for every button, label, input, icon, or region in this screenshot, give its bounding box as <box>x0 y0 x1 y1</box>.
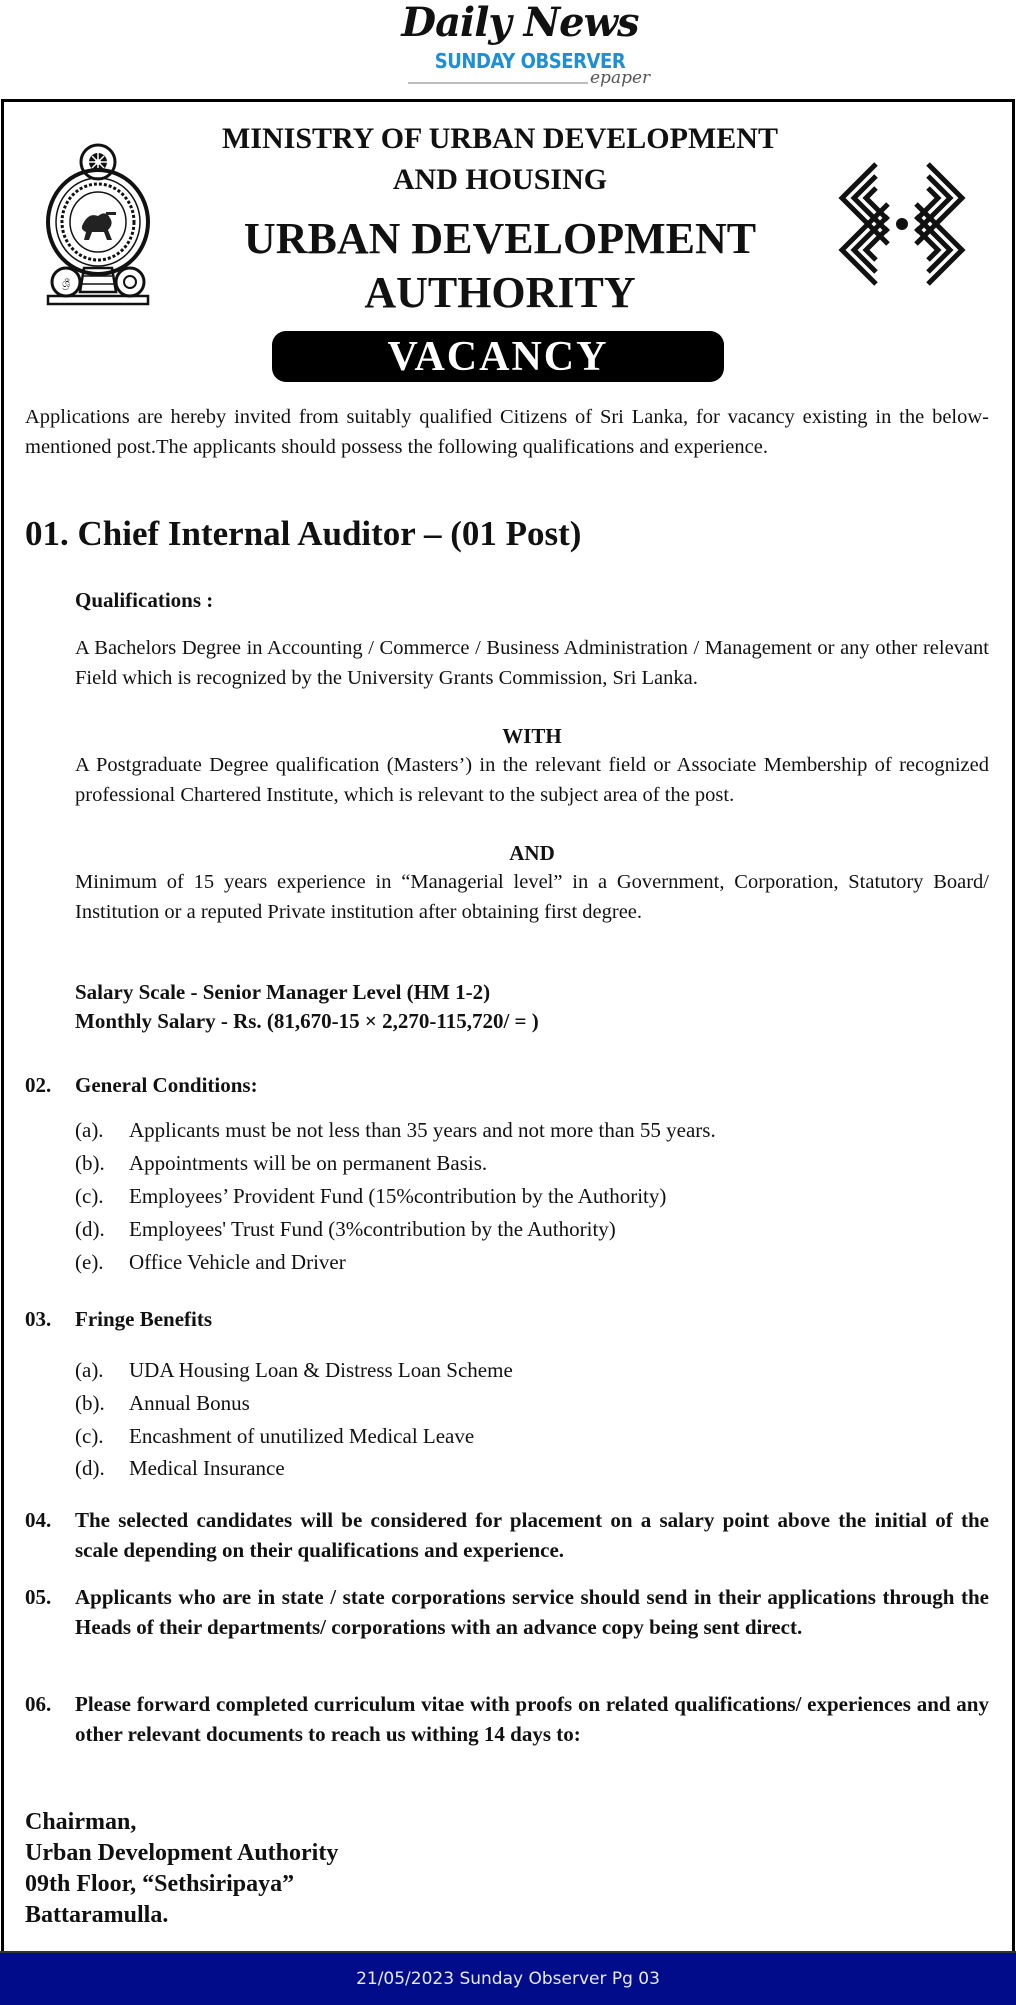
item-text: Employees' Trust Fund (3%contribution by the Authority) <box>129 1217 616 1241</box>
ministry-name-line-2: AND HOUSING <box>392 163 608 196</box>
page-footer: 21/05/2023 Sunday Observer Pg 03 <box>0 1951 1016 2005</box>
general-condition-item <box>75 1248 346 1276</box>
general-condition-item <box>75 1182 666 1210</box>
masthead-tag: epaper <box>590 68 651 88</box>
connector-and: AND <box>509 841 555 865</box>
note-number: 06. <box>25 1692 52 1716</box>
note-number: 05. <box>25 1585 52 1609</box>
qualification-experience: Minimum of 15 years experience in “Managerial level” in a Government, Corporation, Statutory Board/ Institution or a reputed Private institution after obtaining first degree. <box>75 871 989 923</box>
note-state-applicants: Applicants who are in state / state corporations service should send in their applications through the Heads of their departments/ corporations with an advance copy being sent direct. <box>75 1585 989 1639</box>
note-submission: Please forward completed curriculum vitae with proofs on related qualifications/ experiences and any other relevant documents to reach us withing 14 days to: <box>75 1692 989 1746</box>
masthead-divider <box>408 82 588 84</box>
item-label: (b). <box>75 1391 105 1415</box>
item-text: Applicants must be not less than 35 years and not more than 55 years. <box>129 1118 716 1142</box>
item-label: (b). <box>75 1151 105 1175</box>
note-number: 04. <box>25 1508 52 1532</box>
connector-with: WITH <box>502 724 562 748</box>
item-label: (c). <box>75 1424 104 1448</box>
general-condition-item <box>75 1149 487 1177</box>
vacancy-banner: VACANCY <box>272 331 724 382</box>
salary-scale: Salary Scale - Senior Manager Level (HM 1-2) <box>75 980 491 1004</box>
item-text: UDA Housing Loan & Distress Loan Scheme <box>129 1358 513 1382</box>
masthead-title: Daily News <box>401 0 639 46</box>
ministry-name-line-1: MINISTRY OF URBAN DEVELOPMENT <box>222 122 778 155</box>
svg-text:ශ්‍රී: ශ්‍රී <box>62 277 70 290</box>
fringe-benefit-item <box>75 1389 250 1417</box>
item-text: Annual Bonus <box>129 1391 250 1415</box>
qualification-degree: A Bachelors Degree in Accounting / Commerce / Business Administration / Management or any other relevant Field which is recognized by the University Grants Commission, Sri Lanka. <box>75 637 989 689</box>
general-condition-item <box>75 1215 616 1243</box>
fringe-benefit-item <box>75 1454 285 1482</box>
uda-knot-logo-icon <box>836 158 968 290</box>
item-label: (e). <box>75 1250 104 1274</box>
monthly-salary: Monthly Salary - Rs. (81,670-15 × 2,270-115,720/ = ) <box>75 1009 539 1033</box>
item-label: (a). <box>75 1358 104 1382</box>
fringe-benefit-item <box>75 1356 513 1384</box>
item-label: (d). <box>75 1456 105 1480</box>
authority-name-line-2: AUTHORITY <box>364 268 636 317</box>
general-conditions-heading: General Conditions: <box>75 1073 258 1097</box>
intro-paragraph: Applications are hereby invited from suitably qualified Citizens of Sri Lanka, for vacancy existing in the below-mentioned post.The applicants should possess the following qualifications and experience. <box>25 406 989 458</box>
address-line-3: 09th Floor, “Sethsiripaya” <box>25 1871 295 1897</box>
authority-name-line-1: URBAN DEVELOPMENT <box>243 214 757 263</box>
item-label: (a). <box>75 1118 104 1142</box>
general-condition-item <box>75 1116 716 1144</box>
fringe-benefits-heading: Fringe Benefits <box>75 1307 213 1331</box>
item-label: (c). <box>75 1184 104 1208</box>
item-label: (d). <box>75 1217 105 1241</box>
note-placement: The selected candidates will be considered for placement on a salary point above the initial of the scale depending on their qualifications and experience. <box>75 1508 989 1562</box>
item-text: Encashment of unutilized Medical Leave <box>129 1424 475 1448</box>
qualification-postgraduate: A Postgraduate Degree qualification (Masters’) in the relevant field or Associate Membership of recognized professional Chartered Institute, which is relevant to the subject area of the post. <box>75 754 989 806</box>
address-line-4: Battaramulla. <box>25 1902 169 1928</box>
item-text: Employees’ Provident Fund (15%contribution by the Authority) <box>129 1184 667 1208</box>
address-line-2: Urban Development Authority <box>25 1840 339 1866</box>
item-text: Medical Insurance <box>129 1456 285 1480</box>
masthead-subtitle: SUNDAY OBSERVER <box>434 49 626 73</box>
general-conditions-number: 02. <box>25 1073 52 1097</box>
item-text: Office Vehicle and Driver <box>129 1250 346 1274</box>
fringe-benefit-item <box>75 1422 474 1450</box>
sri-lanka-emblem-icon <box>44 140 152 306</box>
qualifications-heading: Qualifications : <box>75 588 214 612</box>
address-line-1: Chairman, <box>25 1809 137 1835</box>
job-title: 01. Chief Internal Auditor – (01 Post) <box>25 514 582 553</box>
fringe-benefits-number: 03. <box>25 1307 52 1331</box>
item-text: Appointments will be on permanent Basis. <box>129 1151 488 1175</box>
